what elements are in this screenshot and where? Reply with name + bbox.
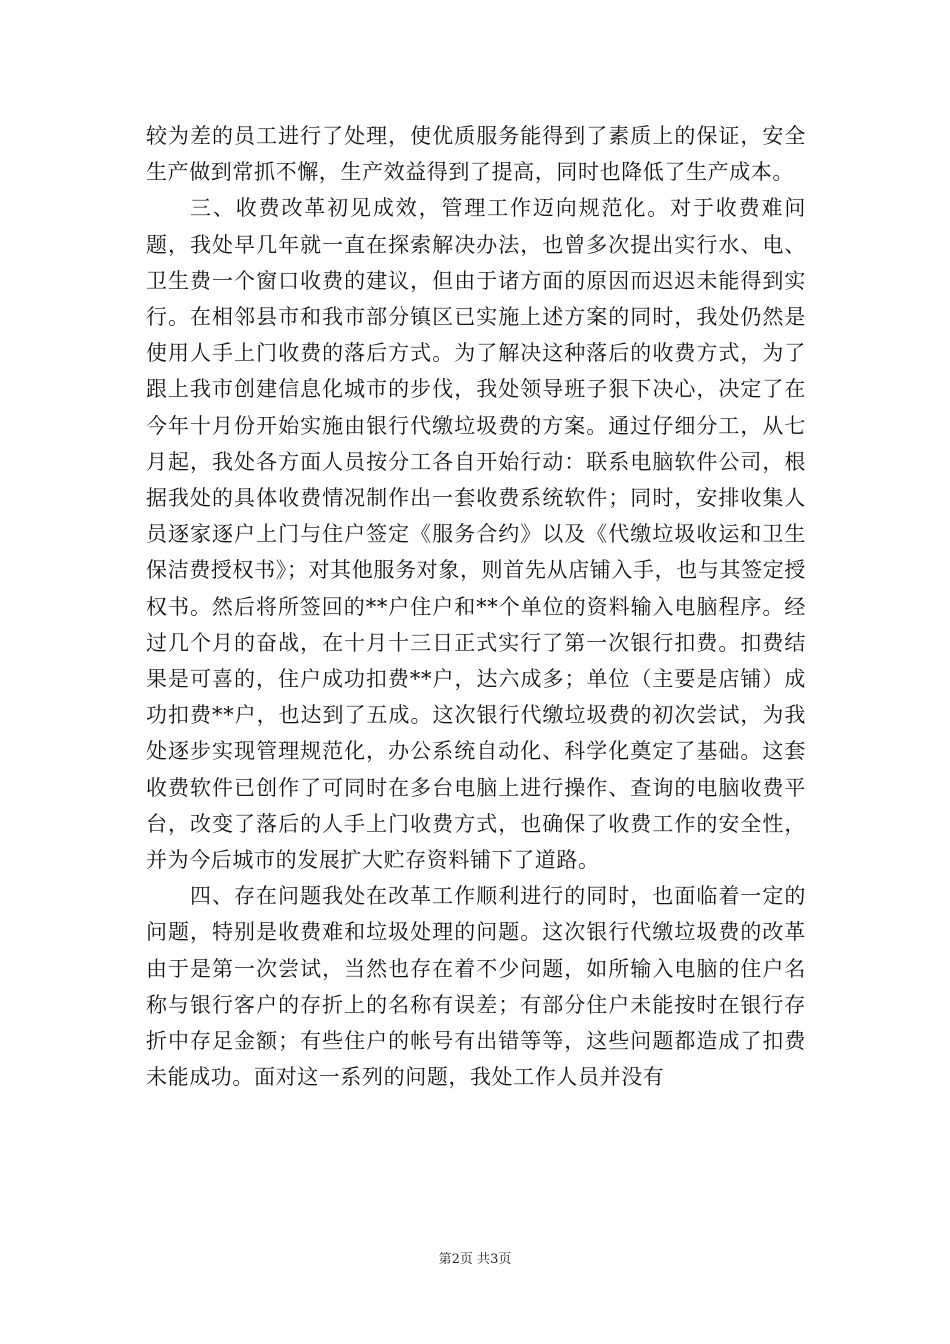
footer-total-pages: 3 xyxy=(490,1252,499,1267)
page-footer xyxy=(0,1248,950,1267)
paragraph-3: 四、存在问题我处在改革工作顺利进行的同时，也面临着一定的问题，特别是收费难和垃圾处理的问题。这次银行代缴垃圾费的改革由于是第一次尝试，当然也存在着不少问题，如所输入电脑的住户名称与银行客户的存折上的名称有误差；有部分住户未能按时在银行存折中存足金额；有些住户的帐号有出错等等，这些问题都造成了扣费未能成功。面对这一系列的问题，我处工作人员并没有 xyxy=(146,884,806,1090)
footer-current-page: 2 xyxy=(451,1252,460,1267)
paragraph-2: 三、收费改革初见成效，管理工作迈向规范化。对于收费难问题，我处早几年就一直在探索解决办法，也曾多次提出实行水、电、卫生费一个窗口收费的建议，但由于诸方面的原因而迟迟未能得到实行。在相邻县市和我市部分镇区已实施上述方案的同时，我处仍然是使用人手上门收费的落后方式。为了解决这种落后的收费方式，为了跟上我市创建信息化城市的步伐，我处领导班子狠下决心，决定了在今年十月份开始实施由银行代缴垃圾费的方案。通过仔细分工，从七月起，我处各方面人员按分工各自开始行动：联系电脑软件公司，根据我处的具体收费情况制作出一套收费系统软件；同时，安排收集人员逐家逐户上门与住户签定《服务合约》以及《代缴垃圾收运和卫生保洁费授权书》；对其他服务对象，则首先从店铺入手，也与其签定授权书。然后将所签回的**户住户和**个单位的资料输入电脑程序。经过几个月的奋战，在十月十三日正式实行了第一次银行扣费。扣费结果是可喜的，住户成功扣费**户，达六成多；单位（主要是店铺）成功扣费**户，也达到了五成。这次银行代缴垃圾费的初次尝试，为我处逐步实现管理规范化，办公系统自动化、科学化奠定了基础。这套收费软件已创作了可同时在多台电脑上进行操作、查询的电脑收费平台，改变了落后的人手上门收费方式，也确保了收费工作的安全性，并为今后城市的发展扩大贮存资料铺下了道路。 xyxy=(146,196,806,873)
document-body xyxy=(146,118,806,1095)
footer-prefix: 第 xyxy=(438,1252,452,1267)
footer-middle: 页 共 xyxy=(459,1252,491,1267)
footer-suffix: 页 xyxy=(498,1252,512,1267)
paragraph-1: 较为差的员工进行了处理，使优质服务能得到了素质上的保证，安全生产做到常抓不懈，生产效益得到了提高，同时也降低了生产成本。 xyxy=(146,124,806,185)
